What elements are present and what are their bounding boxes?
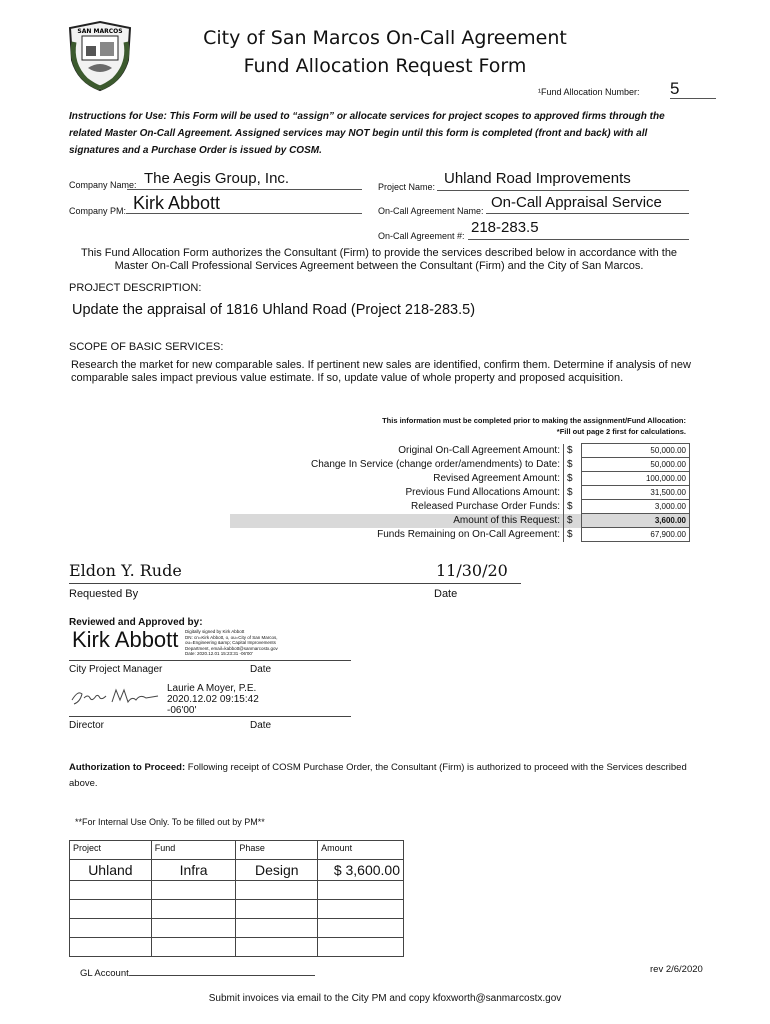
company-pm-field[interactable] xyxy=(126,193,362,214)
svg-text:SAN MARCOS: SAN MARCOS xyxy=(77,28,123,35)
director-signature-line xyxy=(69,716,351,717)
internal-use-table xyxy=(69,840,404,957)
director-signature-line-text: -06'00' xyxy=(167,705,197,716)
internal-table-cell[interactable] xyxy=(151,919,236,938)
form-title: City of San Marcos On-Call Agreement xyxy=(203,27,567,49)
fund-row-label: Amount of this Request: xyxy=(230,514,564,528)
digital-signature-line: Digitally signed by Kirk Abbott xyxy=(185,629,245,634)
director-date-label: Date xyxy=(250,720,272,731)
fund-row-currency: $ xyxy=(564,514,582,528)
digital-signature-line: Department, email=kabbott@sanmarcostx.gov xyxy=(185,645,278,651)
fund-row-currency: $ xyxy=(564,472,582,486)
fund-note xyxy=(300,415,686,437)
requested-date-value[interactable]: 11/30/20 xyxy=(436,561,508,580)
reviewed-heading: Reviewed and Approved by: xyxy=(69,617,203,628)
fund-row xyxy=(230,500,690,514)
company-name-label: Company Name: xyxy=(69,180,137,190)
fund-row-currency: $ xyxy=(564,500,582,514)
fund-row-label: Previous Fund Allocations Amount: xyxy=(405,487,560,498)
gl-account-line xyxy=(129,967,315,976)
internal-table-cell[interactable] xyxy=(70,881,152,900)
fund-row-value[interactable]: 100,000.00 xyxy=(582,472,690,486)
director-signature-line-text: Laurie A Moyer, P.E. xyxy=(167,683,257,694)
gl-account[interactable] xyxy=(80,967,315,979)
fund-row-value[interactable]: 3,600.00 xyxy=(582,514,690,528)
gl-account-label: GL Account xyxy=(80,968,129,979)
director-signature-line-text: 2020.12.02 09:15:42 xyxy=(167,694,259,705)
company-pm-label: Company PM: xyxy=(69,206,127,216)
internal-table-cell[interactable] xyxy=(236,900,318,919)
internal-table-cell[interactable] xyxy=(236,919,318,938)
company-pm-value: Kirk Abbott xyxy=(133,193,221,213)
company-name-value: The Aegis Group, Inc. xyxy=(144,170,290,187)
director-label: Director xyxy=(69,720,105,731)
internal-table-cell[interactable]: $ 3,600.00 xyxy=(318,860,404,881)
scope-label: SCOPE OF BASIC SERVICES: xyxy=(69,341,224,353)
oncall-number-value: 218-283.5 xyxy=(471,219,539,236)
director-digital-signature-details xyxy=(167,683,259,716)
internal-table-header-row xyxy=(70,841,404,860)
company-name-field[interactable] xyxy=(127,170,362,190)
fund-row-label: Change In Service (change order/amendments) to Date: xyxy=(310,459,560,470)
fund-row-value[interactable]: 67,900.00 xyxy=(582,528,690,542)
internal-table-header: Project xyxy=(70,841,152,860)
fund-row-label: Revised Agreement Amount: xyxy=(433,473,560,484)
internal-table-cell[interactable] xyxy=(318,900,404,919)
pm-digital-signature-details xyxy=(185,629,325,657)
internal-table-cell[interactable] xyxy=(318,919,404,938)
project-description-value[interactable]: Update the appraisal of 1816 Uhland Road (Project 218-283.5) xyxy=(72,302,476,318)
pm-label: City Project Manager xyxy=(69,664,163,675)
internal-table-cell[interactable] xyxy=(70,919,152,938)
internal-table-row xyxy=(70,938,404,957)
fund-row-value[interactable]: 50,000.00 xyxy=(582,458,690,472)
internal-table-row xyxy=(70,900,404,919)
fund-number-label: ¹Fund Allocation Number: xyxy=(538,87,640,97)
internal-table-cell[interactable] xyxy=(151,938,236,957)
fund-row-currency: $ xyxy=(564,528,582,542)
internal-table-cell[interactable] xyxy=(236,881,318,900)
oncall-number-field[interactable] xyxy=(468,219,689,240)
authorization-to-proceed xyxy=(69,760,699,792)
project-description-label: PROJECT DESCRIPTION: xyxy=(69,282,202,294)
internal-table-cell[interactable] xyxy=(151,900,236,919)
fund-row-value[interactable]: 50,000.00 xyxy=(582,444,690,458)
authorization-proceed-text: Following receipt of COSM Purchase Order, the Consultant (Firm) is authorized to proceed with the Services described above. xyxy=(69,762,687,789)
fund-row-currency: $ xyxy=(564,444,582,458)
oncall-number-label: On-Call Agreement #: xyxy=(378,231,465,241)
internal-table-header: Amount xyxy=(318,841,404,860)
requested-by-line xyxy=(69,583,521,584)
fund-note-line2: *Fill out page 2 first for calculations. xyxy=(556,427,686,436)
fund-row-currency: $ xyxy=(564,486,582,500)
internal-use-note: **For Internal Use Only. To be filled out by PM** xyxy=(75,817,265,827)
fund-row xyxy=(230,514,690,528)
fund-row-value[interactable]: 3,000.00 xyxy=(582,500,690,514)
requested-by-signature[interactable]: Eldon Y. Rude xyxy=(69,561,182,580)
internal-table-cell[interactable]: Design xyxy=(236,860,318,881)
fund-row-label: Released Purchase Order Funds: xyxy=(411,501,560,512)
internal-table-cell[interactable] xyxy=(151,881,236,900)
submit-invoices-text: Submit invoices via email to the City PM and copy kfoxworth@sanmarcostx.gov xyxy=(208,993,562,1004)
authorization-label: Authorization to Proceed: xyxy=(69,762,186,773)
instructions-text: Instructions for Use: This Form will be used to “assign” or allocate services for project scopes to approved firms through the related Master On-Call Agreement. Assigned services may NOT begin until this form is completed (front and back) with all signatures and a Purchase Order is issued by COSM. xyxy=(69,111,665,156)
fund-row xyxy=(230,472,690,486)
pm-signature-line xyxy=(69,660,351,661)
internal-table-cell[interactable] xyxy=(70,900,152,919)
internal-table-cell[interactable] xyxy=(236,938,318,957)
internal-table-header: Phase xyxy=(236,841,318,860)
digital-signature-line: DN: cn=Kirk Abbott, o, ou=City of San Marcos, xyxy=(185,634,278,640)
fund-row xyxy=(230,444,690,458)
project-name-field[interactable] xyxy=(437,170,689,191)
internal-table-cell[interactable]: Uhland xyxy=(70,860,152,881)
fund-row xyxy=(230,458,690,472)
internal-table-row xyxy=(70,860,404,881)
fund-note-line1: This information must be completed prior to making the assignment/Fund Allocation: xyxy=(382,416,686,425)
requested-by-label: Requested By xyxy=(69,588,139,600)
internal-table-cell[interactable]: Infra xyxy=(151,860,236,881)
internal-table-cell[interactable] xyxy=(318,881,404,900)
fund-row-value[interactable]: 31,500.00 xyxy=(582,486,690,500)
internal-table-row xyxy=(70,919,404,938)
authorization-text: This Fund Allocation Form authorizes the Consultant (Firm) to provide the services described below in accordance with the Master On-Call Professional Services Agreement between the Consultant (Firm) and the City of San Marcos. xyxy=(80,247,678,272)
digital-signature-line: Date: 2020.12.01 15:23:31 -06'00' xyxy=(185,651,253,656)
internal-table-row xyxy=(70,881,404,900)
oncall-name-value: On-Call Appraisal Service xyxy=(491,194,662,211)
form-subtitle: Fund Allocation Request Form xyxy=(243,55,527,77)
fund-row-label: Original On-Call Agreement Amount: xyxy=(398,445,560,456)
pm-signature[interactable]: Kirk Abbott xyxy=(72,627,179,652)
pm-date-label: Date xyxy=(250,664,272,675)
revision-date: rev 2/6/2020 xyxy=(650,964,703,975)
internal-table-header: Fund xyxy=(151,841,236,860)
fund-row-currency: $ xyxy=(564,458,582,472)
internal-table-cell[interactable] xyxy=(318,938,404,957)
scope-text[interactable]: Research the market for new comparable sales. If pertinent new sales are identified, confirm them. Determine if analysis of new comparable sales impact previous value estimate. If so, update value of whole property and proposed acquisition. xyxy=(71,359,691,384)
oncall-name-label: On-Call Agreement Name: xyxy=(378,206,484,216)
director-handwritten-signature[interactable] xyxy=(68,684,163,710)
fund-calculation-table xyxy=(230,443,690,542)
digital-signature-line: ou=Engineering &amp; Capital Improvements xyxy=(185,640,276,645)
fund-number-field[interactable] xyxy=(670,79,716,99)
oncall-name-field[interactable] xyxy=(486,194,689,214)
project-name-value: Uhland Road Improvements xyxy=(444,170,631,187)
fund-row-label: Funds Remaining on On-Call Agreement: xyxy=(377,529,560,540)
fund-row xyxy=(230,528,690,542)
internal-table-cell[interactable] xyxy=(70,938,152,957)
requested-date-label: Date xyxy=(434,588,458,600)
fund-number-value: 5 xyxy=(670,79,680,98)
project-name-label: Project Name: xyxy=(378,182,436,192)
fund-row xyxy=(230,486,690,500)
